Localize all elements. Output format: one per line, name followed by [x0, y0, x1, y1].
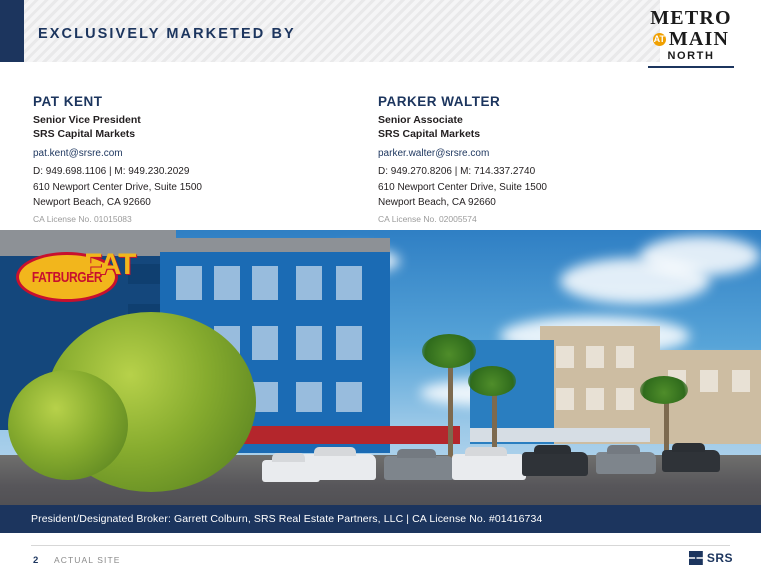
contact-phone: D: 949.698.1106 | M: 949.230.2029: [33, 166, 190, 178]
fatburger-wall-letters: FAT: [84, 248, 136, 281]
palm-tree-fronds: [422, 334, 476, 368]
car-roof: [534, 445, 571, 454]
window: [700, 370, 718, 392]
contact-address-line1: 610 Newport Center Drive, Suite 1500: [33, 181, 202, 193]
property-photo: [0, 230, 761, 533]
contact-email-link[interactable]: parker.walter@srsre.com: [378, 148, 490, 160]
window: [214, 266, 240, 300]
car-roof: [607, 445, 641, 454]
fatburger-logo-text: FATBURGER: [31, 268, 103, 286]
building-center-roofline: [160, 238, 390, 252]
palm-tree-fronds: [640, 376, 688, 404]
window: [732, 370, 750, 392]
car-roof: [272, 453, 304, 462]
contact-license: CA License No. 01015083: [33, 213, 132, 224]
window: [176, 266, 202, 300]
contact-email-link[interactable]: pat.kent@srsre.com: [33, 148, 123, 160]
cloud-shape: [640, 236, 760, 276]
contact-address-line2: Newport Beach, CA 92660: [33, 197, 151, 209]
window: [296, 326, 322, 360]
photo-caption-bar: [0, 505, 761, 533]
window: [296, 266, 322, 300]
parked-car: [384, 456, 454, 480]
contact-address-line2: Newport Beach, CA 92660: [378, 197, 496, 209]
page-header: [0, 0, 761, 78]
window: [296, 382, 322, 412]
contact-company: SRS Capital Markets: [33, 128, 136, 141]
palm-tree-fronds: [468, 366, 516, 396]
contact-phone: D: 949.270.8206 | M: 714.337.2740: [378, 166, 536, 178]
logo-underline: [648, 66, 734, 68]
page-title: EXCLUSIVELY MARKETED BY: [38, 26, 296, 42]
parked-car: [662, 450, 720, 472]
logo-line-metro: METRO: [650, 7, 732, 29]
car-roof: [397, 449, 436, 458]
window: [586, 388, 604, 410]
parked-car: [262, 460, 320, 482]
contact-title: Senior Vice President: [33, 114, 141, 126]
contact-name: PAT KENT: [33, 94, 103, 109]
retail-signage-band: [470, 428, 650, 442]
page-number: 2: [33, 555, 39, 566]
car-roof: [314, 447, 357, 456]
car-roof: [672, 443, 704, 452]
logo-line-main: MAIN: [668, 28, 730, 50]
srs-logo-icon: [689, 551, 703, 565]
photo-caption-text: President/Designated Broker: Garrett Colburn, SRS Real Estate Partners, LLC | CA License No. #01416734: [31, 513, 543, 525]
parked-car: [596, 452, 656, 474]
footer-divider: [31, 545, 730, 546]
page-footer: [0, 533, 761, 588]
srs-logo: [689, 551, 733, 565]
at-symbol-icon: AT: [653, 33, 665, 44]
contact-company: SRS Capital Markets: [378, 128, 481, 141]
window: [556, 388, 574, 410]
parked-car: [452, 454, 526, 480]
contact-card: [33, 94, 202, 224]
window: [616, 388, 634, 410]
contact-address-line1: 610 Newport Center Drive, Suite 1500: [378, 181, 547, 193]
window: [252, 326, 278, 360]
srs-logo-text: SRS: [706, 551, 733, 565]
window: [556, 346, 574, 368]
contact-name: PARKER WALTER: [378, 94, 501, 109]
footer-label: ACTUAL SITE: [54, 555, 121, 565]
contact-license: CA License No. 02005574: [378, 213, 477, 224]
contact-title: Senior Associate: [378, 114, 463, 126]
window: [336, 266, 362, 300]
parked-car: [522, 452, 588, 476]
window: [336, 326, 362, 360]
logo-line-north: NORTH: [667, 50, 715, 62]
logo-middle-row: [643, 29, 739, 49]
window: [586, 346, 604, 368]
window: [336, 382, 362, 412]
contact-card: [378, 94, 547, 224]
contacts-section: [0, 78, 761, 244]
car-roof: [465, 447, 506, 456]
metro-at-main-north-logo: [643, 8, 739, 68]
foreground-tree: [8, 370, 128, 480]
window: [616, 346, 634, 368]
window: [252, 266, 278, 300]
header-accent-block: [0, 0, 24, 62]
